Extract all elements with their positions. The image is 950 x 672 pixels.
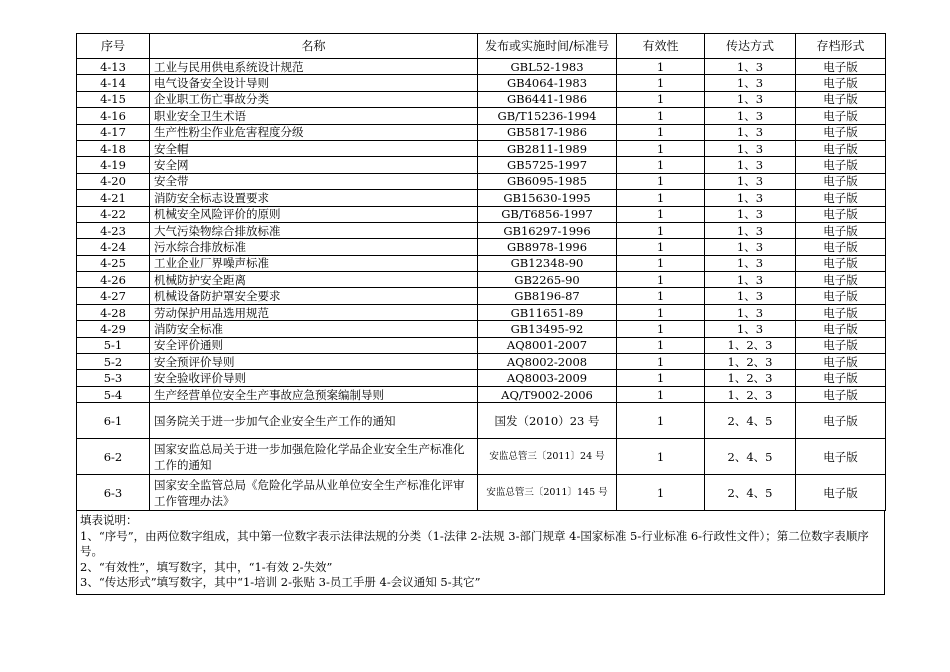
cell-method: 1、3 xyxy=(705,124,796,140)
cell-no: 4-23 xyxy=(77,222,150,238)
cell-name: 安全帽 xyxy=(150,140,478,156)
cell-no: 4-18 xyxy=(77,140,150,156)
cell-method: 1、3 xyxy=(705,239,796,255)
regulations-sheet xyxy=(76,33,885,595)
table-row xyxy=(77,475,886,511)
cell-validity: 1 xyxy=(617,386,705,402)
cell-name: 国家安全监管总局《危险化学品从业单位安全生产标准化评审工作管理办法》 xyxy=(150,475,478,511)
cell-archive: 电子版 xyxy=(796,439,886,475)
table-row xyxy=(77,354,886,370)
table-row xyxy=(77,173,886,189)
cell-standard: GB8978-1996 xyxy=(478,239,617,255)
cell-archive: 电子版 xyxy=(796,206,886,222)
notes-line-2: 2、“有效性”，填写数字，其中，“1-有效 2-失效” xyxy=(80,559,333,574)
cell-validity: 1 xyxy=(617,222,705,238)
cell-no: 6-2 xyxy=(77,439,150,475)
cell-validity: 1 xyxy=(617,370,705,386)
cell-no: 5-3 xyxy=(77,370,150,386)
cell-validity: 1 xyxy=(617,321,705,337)
cell-standard: GB13495-92 xyxy=(478,321,617,337)
cell-no: 4-28 xyxy=(77,304,150,320)
cell-standard: AQ8001-2007 xyxy=(478,337,617,353)
cell-no: 4-29 xyxy=(77,321,150,337)
cell-name: 机械设备防护罩安全要求 xyxy=(150,288,478,304)
cell-method: 1、3 xyxy=(705,91,796,107)
cell-method: 1、3 xyxy=(705,304,796,320)
cell-validity: 1 xyxy=(617,288,705,304)
cell-standard: GB/T6856-1997 xyxy=(478,206,617,222)
cell-standard: AQ8003-2009 xyxy=(478,370,617,386)
cell-name: 电气设备安全设计导则 xyxy=(150,75,478,91)
cell-name: 安全验收评价导则 xyxy=(150,370,478,386)
cell-archive: 电子版 xyxy=(796,239,886,255)
cell-standard: AQ8002-2008 xyxy=(478,354,617,370)
table-row xyxy=(77,272,886,288)
notes-line-3: 3、“传达形式”填写数字，其中“1-培训 2-张贴 3-员工手册 4-会议通知 5-其它” xyxy=(80,575,481,590)
cell-archive: 电子版 xyxy=(796,475,886,511)
cell-validity: 1 xyxy=(617,190,705,206)
cell-standard: 国发（2010）23 号 xyxy=(478,403,617,439)
cell-method: 2、4、5 xyxy=(705,475,796,511)
cell-no: 4-22 xyxy=(77,206,150,222)
cell-standard: GB5725-1997 xyxy=(478,157,617,173)
table-row xyxy=(77,304,886,320)
table-row xyxy=(77,91,886,107)
cell-standard: GB12348-90 xyxy=(478,255,617,271)
cell-validity: 1 xyxy=(617,59,705,75)
cell-validity: 1 xyxy=(617,108,705,124)
table-row xyxy=(77,75,886,91)
cell-method: 2、4、5 xyxy=(705,403,796,439)
cell-archive: 电子版 xyxy=(796,140,886,156)
cell-name: 安全评价通则 xyxy=(150,337,478,353)
cell-archive: 电子版 xyxy=(796,304,886,320)
cell-validity: 1 xyxy=(617,337,705,353)
cell-validity: 1 xyxy=(617,75,705,91)
cell-no: 6-1 xyxy=(77,403,150,439)
cell-archive: 电子版 xyxy=(796,272,886,288)
cell-standard: 安监总管三〔2011〕145 号 xyxy=(478,475,617,511)
cell-method: 1、3 xyxy=(705,321,796,337)
table-row xyxy=(77,59,886,75)
cell-name: 污水综合排放标准 xyxy=(150,239,478,255)
regulations-table xyxy=(76,33,886,511)
cell-archive: 电子版 xyxy=(796,157,886,173)
cell-validity: 1 xyxy=(617,272,705,288)
cell-archive: 电子版 xyxy=(796,108,886,124)
cell-validity: 1 xyxy=(617,239,705,255)
table-row xyxy=(77,321,886,337)
cell-no: 5-4 xyxy=(77,386,150,402)
cell-method: 1、2、3 xyxy=(705,370,796,386)
cell-method: 1、3 xyxy=(705,75,796,91)
cell-method: 1、3 xyxy=(705,288,796,304)
cell-no: 4-26 xyxy=(77,272,150,288)
notes-title: 填表说明： xyxy=(80,513,138,528)
cell-name: 企业职工伤亡事故分类 xyxy=(150,91,478,107)
table-row xyxy=(77,337,886,353)
cell-standard: GB8196-87 xyxy=(478,288,617,304)
cell-standard: 安监总管三〔2011〕24 号 xyxy=(478,439,617,475)
cell-method: 1、3 xyxy=(705,59,796,75)
cell-no: 5-1 xyxy=(77,337,150,353)
cell-validity: 1 xyxy=(617,255,705,271)
cell-validity: 1 xyxy=(617,124,705,140)
cell-method: 1、3 xyxy=(705,157,796,173)
cell-no: 4-25 xyxy=(77,255,150,271)
cell-no: 4-20 xyxy=(77,173,150,189)
header-archive: 存档形式 xyxy=(796,34,886,59)
cell-name: 机械防护安全距离 xyxy=(150,272,478,288)
cell-name: 劳动保护用品选用规范 xyxy=(150,304,478,320)
cell-no: 4-13 xyxy=(77,59,150,75)
cell-name: 消防安全标志设置要求 xyxy=(150,190,478,206)
cell-standard: GB6441-1986 xyxy=(478,91,617,107)
header-no: 序号 xyxy=(77,34,150,59)
cell-validity: 1 xyxy=(617,206,705,222)
cell-validity: 1 xyxy=(617,403,705,439)
cell-validity: 1 xyxy=(617,354,705,370)
cell-validity: 1 xyxy=(617,439,705,475)
table-row xyxy=(77,386,886,402)
cell-archive: 电子版 xyxy=(796,255,886,271)
cell-name: 工业与民用供电系统设计规范 xyxy=(150,59,478,75)
cell-method: 2、4、5 xyxy=(705,439,796,475)
table-row xyxy=(77,140,886,156)
cell-archive: 电子版 xyxy=(796,124,886,140)
cell-no: 6-3 xyxy=(77,475,150,511)
table-row xyxy=(77,222,886,238)
header-standard: 发布或实施时间/标准号 xyxy=(478,34,617,59)
cell-method: 1、3 xyxy=(705,140,796,156)
cell-no: 4-14 xyxy=(77,75,150,91)
cell-name: 工业企业厂界噪声标准 xyxy=(150,255,478,271)
cell-name: 大气污染物综合排放标准 xyxy=(150,222,478,238)
table-row xyxy=(77,157,886,173)
cell-archive: 电子版 xyxy=(796,337,886,353)
cell-no: 4-19 xyxy=(77,157,150,173)
cell-method: 1、3 xyxy=(705,173,796,189)
cell-method: 1、3 xyxy=(705,255,796,271)
cell-method: 1、2、3 xyxy=(705,386,796,402)
cell-method: 1、3 xyxy=(705,206,796,222)
table-row xyxy=(77,206,886,222)
cell-name: 生产经营单位安全生产事故应急预案编制导则 xyxy=(150,386,478,402)
table-row xyxy=(77,370,886,386)
cell-name: 职业安全卫生术语 xyxy=(150,108,478,124)
notes-line-1: 1、“序号”，由两位数字组成，其中第一位数字表示法律法规的分类（1-法律 2-法规 3-部门规章 4-国家标准 5-行业标准 6-行政性文件）；第二位数字表顺序号。 xyxy=(80,528,869,559)
fill-instructions xyxy=(76,511,885,595)
cell-validity: 1 xyxy=(617,157,705,173)
cell-archive: 电子版 xyxy=(796,288,886,304)
table-row xyxy=(77,108,886,124)
cell-standard: GB5817-1986 xyxy=(478,124,617,140)
cell-archive: 电子版 xyxy=(796,354,886,370)
cell-archive: 电子版 xyxy=(796,403,886,439)
cell-archive: 电子版 xyxy=(796,386,886,402)
cell-method: 1、3 xyxy=(705,190,796,206)
cell-method: 1、2、3 xyxy=(705,354,796,370)
cell-standard: GB15630-1995 xyxy=(478,190,617,206)
cell-no: 5-2 xyxy=(77,354,150,370)
table-row xyxy=(77,239,886,255)
cell-name: 消防安全标准 xyxy=(150,321,478,337)
cell-method: 1、2、3 xyxy=(705,337,796,353)
cell-name: 国家安监总局关于进一步加强危险化学品企业安全生产标准化工作的通知 xyxy=(150,439,478,475)
cell-standard: GB11651-89 xyxy=(478,304,617,320)
cell-method: 1、3 xyxy=(705,272,796,288)
cell-archive: 电子版 xyxy=(796,370,886,386)
cell-standard: GB6095-1985 xyxy=(478,173,617,189)
cell-archive: 电子版 xyxy=(796,321,886,337)
table-row xyxy=(77,439,886,475)
cell-validity: 1 xyxy=(617,173,705,189)
cell-no: 4-15 xyxy=(77,91,150,107)
cell-standard: GB4064-1983 xyxy=(478,75,617,91)
cell-standard: AQ/T9002-2006 xyxy=(478,386,617,402)
table-row xyxy=(77,403,886,439)
header-name: 名称 xyxy=(150,34,478,59)
header-method: 传达方式 xyxy=(705,34,796,59)
cell-validity: 1 xyxy=(617,304,705,320)
header-row xyxy=(77,34,886,59)
cell-validity: 1 xyxy=(617,91,705,107)
cell-standard: GB2811-1989 xyxy=(478,140,617,156)
cell-archive: 电子版 xyxy=(796,91,886,107)
cell-archive: 电子版 xyxy=(796,75,886,91)
cell-standard: GB16297-1996 xyxy=(478,222,617,238)
cell-method: 1、3 xyxy=(705,222,796,238)
cell-standard: GB2265-90 xyxy=(478,272,617,288)
cell-standard: GB/T15236-1994 xyxy=(478,108,617,124)
cell-no: 4-16 xyxy=(77,108,150,124)
table-row xyxy=(77,288,886,304)
cell-archive: 电子版 xyxy=(796,190,886,206)
cell-no: 4-21 xyxy=(77,190,150,206)
cell-archive: 电子版 xyxy=(796,173,886,189)
table-row xyxy=(77,190,886,206)
cell-archive: 电子版 xyxy=(796,222,886,238)
cell-validity: 1 xyxy=(617,140,705,156)
table-body xyxy=(77,59,886,511)
cell-no: 4-27 xyxy=(77,288,150,304)
header-validity: 有效性 xyxy=(617,34,705,59)
cell-validity: 1 xyxy=(617,475,705,511)
cell-name: 安全网 xyxy=(150,157,478,173)
cell-no: 4-24 xyxy=(77,239,150,255)
cell-archive: 电子版 xyxy=(796,59,886,75)
cell-name: 安全带 xyxy=(150,173,478,189)
cell-name: 机械安全风险评价的原则 xyxy=(150,206,478,222)
cell-name: 国务院关于进一步加气企业安全生产工作的通知 xyxy=(150,403,478,439)
cell-name: 安全预评价导则 xyxy=(150,354,478,370)
table-row xyxy=(77,124,886,140)
cell-name: 生产性粉尘作业危害程度分级 xyxy=(150,124,478,140)
cell-no: 4-17 xyxy=(77,124,150,140)
cell-method: 1、3 xyxy=(705,108,796,124)
table-row xyxy=(77,255,886,271)
cell-standard: GBL52-1983 xyxy=(478,59,617,75)
